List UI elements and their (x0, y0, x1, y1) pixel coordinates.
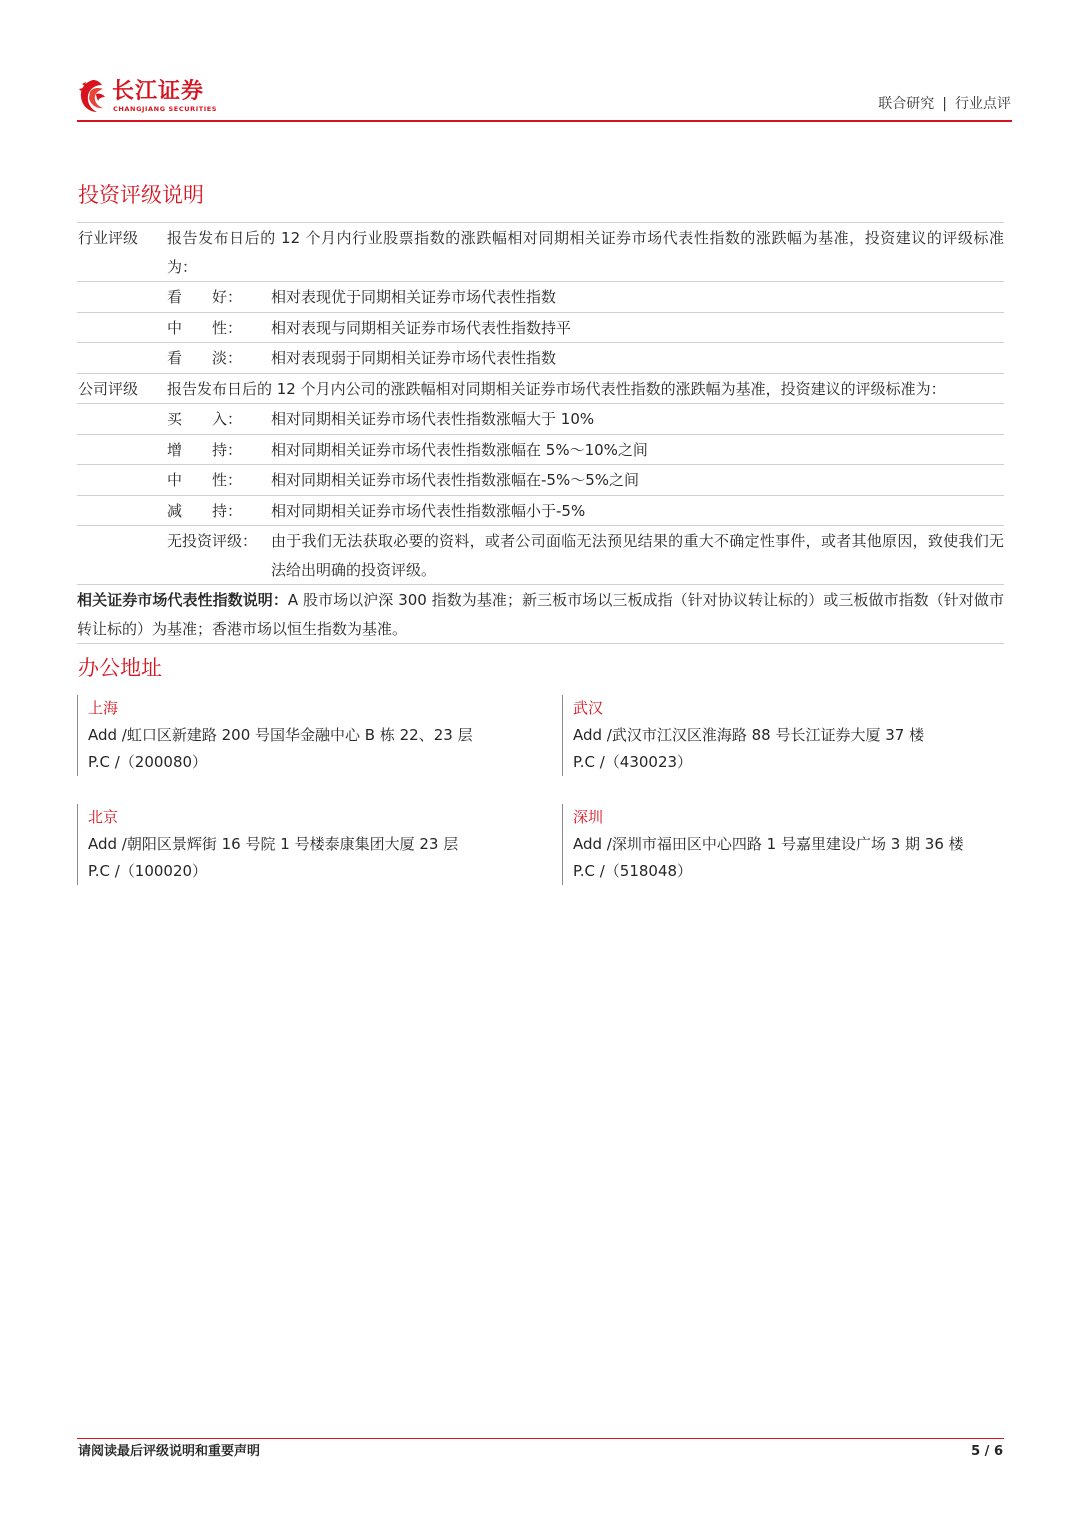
office-card-shenzhen (562, 804, 1013, 885)
rating-item-text: 相对表现优于同期相关证券市场代表性指数 (271, 288, 557, 306)
report-category: 联合研究 (878, 96, 935, 112)
company-rating-item (77, 525, 1004, 584)
office-address: Add /朝阳区景辉街 16 号院 1 号楼泰康集团大厦 23 层 (88, 835, 459, 853)
logo-mark-icon (76, 76, 110, 116)
rating-item-label: 中 性： (167, 471, 243, 489)
rating-item-text: 相对同期相关证券市场代表性指数涨幅在 5%～10%之间 (271, 440, 648, 459)
industry-rating-item (77, 312, 1004, 343)
index-note-text: A 股市场以沪深 300 指数为基准；新三板市场以三板成指（针对协议转让标的）或三板做市指数（针对做市转让标的）为基准；香港市场以恒生指数为基准。 (77, 591, 1004, 638)
page-number: 5 / 6 (971, 1444, 1003, 1459)
rating-item-text: 相对同期相关证券市场代表性指数涨幅大于 10% (271, 410, 595, 428)
rating-item-text: 相对同期相关证券市场代表性指数涨幅小于-5% (271, 501, 586, 520)
rating-item-text: 相对表现与同期相关证券市场代表性指数持平 (271, 318, 572, 337)
footer-divider (77, 1438, 1004, 1439)
office-card-beijing (77, 804, 528, 885)
office-city: 北京 (88, 808, 119, 826)
index-note-row (77, 584, 1004, 644)
office-card-shanghai (77, 695, 528, 776)
index-note-label: 相关证券市场代表性指数说明： (77, 591, 288, 609)
office-postcode: P.C /（200080） (88, 753, 208, 771)
industry-rating-description: 报告发布日后的 12 个月内行业股票指数的涨跌幅相对同期相关证券市场代表性指数的涨跌幅为基准，投资建议的评级标准为： (167, 229, 1004, 276)
header-divider (77, 120, 1012, 122)
office-postcode: P.C /（430023） (573, 753, 693, 771)
footer-notice: 请阅读最后评级说明和重要声明 (78, 1444, 261, 1459)
office-address: Add /深圳市福田区中心四路 1 号嘉里建设广场 3 期 36 楼 (573, 835, 964, 853)
rating-item-label: 无投资评级： (167, 532, 258, 550)
industry-rating-item (77, 281, 1004, 312)
office-city: 上海 (88, 699, 119, 717)
rating-item-label: 中 性： (167, 318, 243, 337)
rating-item-text: 相对同期相关证券市场代表性指数涨幅在-5%～5%之间 (271, 471, 640, 489)
rating-item-label: 买 入： (167, 410, 243, 428)
rating-table (77, 222, 1004, 644)
company-rating-item (77, 464, 1004, 495)
office-city: 武汉 (573, 699, 604, 717)
office-address: Add /虹口区新建路 200 号国华金融中心 B 栋 22、23 层 (88, 726, 473, 744)
office-postcode: P.C /（518048） (573, 862, 693, 880)
office-city: 深圳 (573, 808, 604, 826)
rating-item-label: 看 淡： (167, 349, 243, 367)
office-address: Add /武汉市江汉区淮海路 88 号长江证券大厦 37 楼 (573, 726, 925, 744)
logo-english-text: CHANGJIANG SECURITIES (113, 105, 218, 113)
industry-rating-row (77, 222, 1004, 281)
company-rating-item (77, 403, 1004, 434)
company-rating-item (77, 495, 1004, 526)
header-separator: | (942, 96, 947, 112)
rating-item-text: 由于我们无法获取必要的资料，或者公司面临无法预见结果的重大不确定性事件，或者其他原因，致使我们无法给出明确的投资评级。 (271, 532, 1004, 579)
logo-chinese-text: 长江证券 (112, 79, 205, 104)
company-logo (76, 76, 226, 120)
office-section-title: 办公地址 (78, 656, 162, 680)
rating-item-text: 相对表现弱于同期相关证券市场代表性指数 (271, 349, 557, 367)
industry-rating-label: 行业评级 (78, 229, 139, 247)
rating-item-label: 看 好： (167, 288, 243, 306)
office-postcode: P.C /（100020） (88, 862, 208, 880)
index-note (77, 585, 1004, 643)
rating-item-label: 减 持： (167, 501, 243, 520)
rating-section-title: 投资评级说明 (78, 183, 204, 207)
header-category (878, 95, 1011, 113)
company-rating-item (77, 434, 1004, 465)
company-rating-label: 公司评级 (78, 379, 139, 398)
report-subcategory: 行业点评 (955, 96, 1011, 112)
industry-rating-item (77, 342, 1004, 373)
office-card-wuhan (562, 695, 1013, 776)
rating-item-label: 增 持： (167, 440, 243, 459)
company-rating-description: 报告发布日后的 12 个月内公司的涨跌幅相对同期相关证券市场代表性指数的涨跌幅为基准，投资建议的评级标准为： (167, 379, 946, 398)
company-rating-row (77, 373, 1004, 404)
